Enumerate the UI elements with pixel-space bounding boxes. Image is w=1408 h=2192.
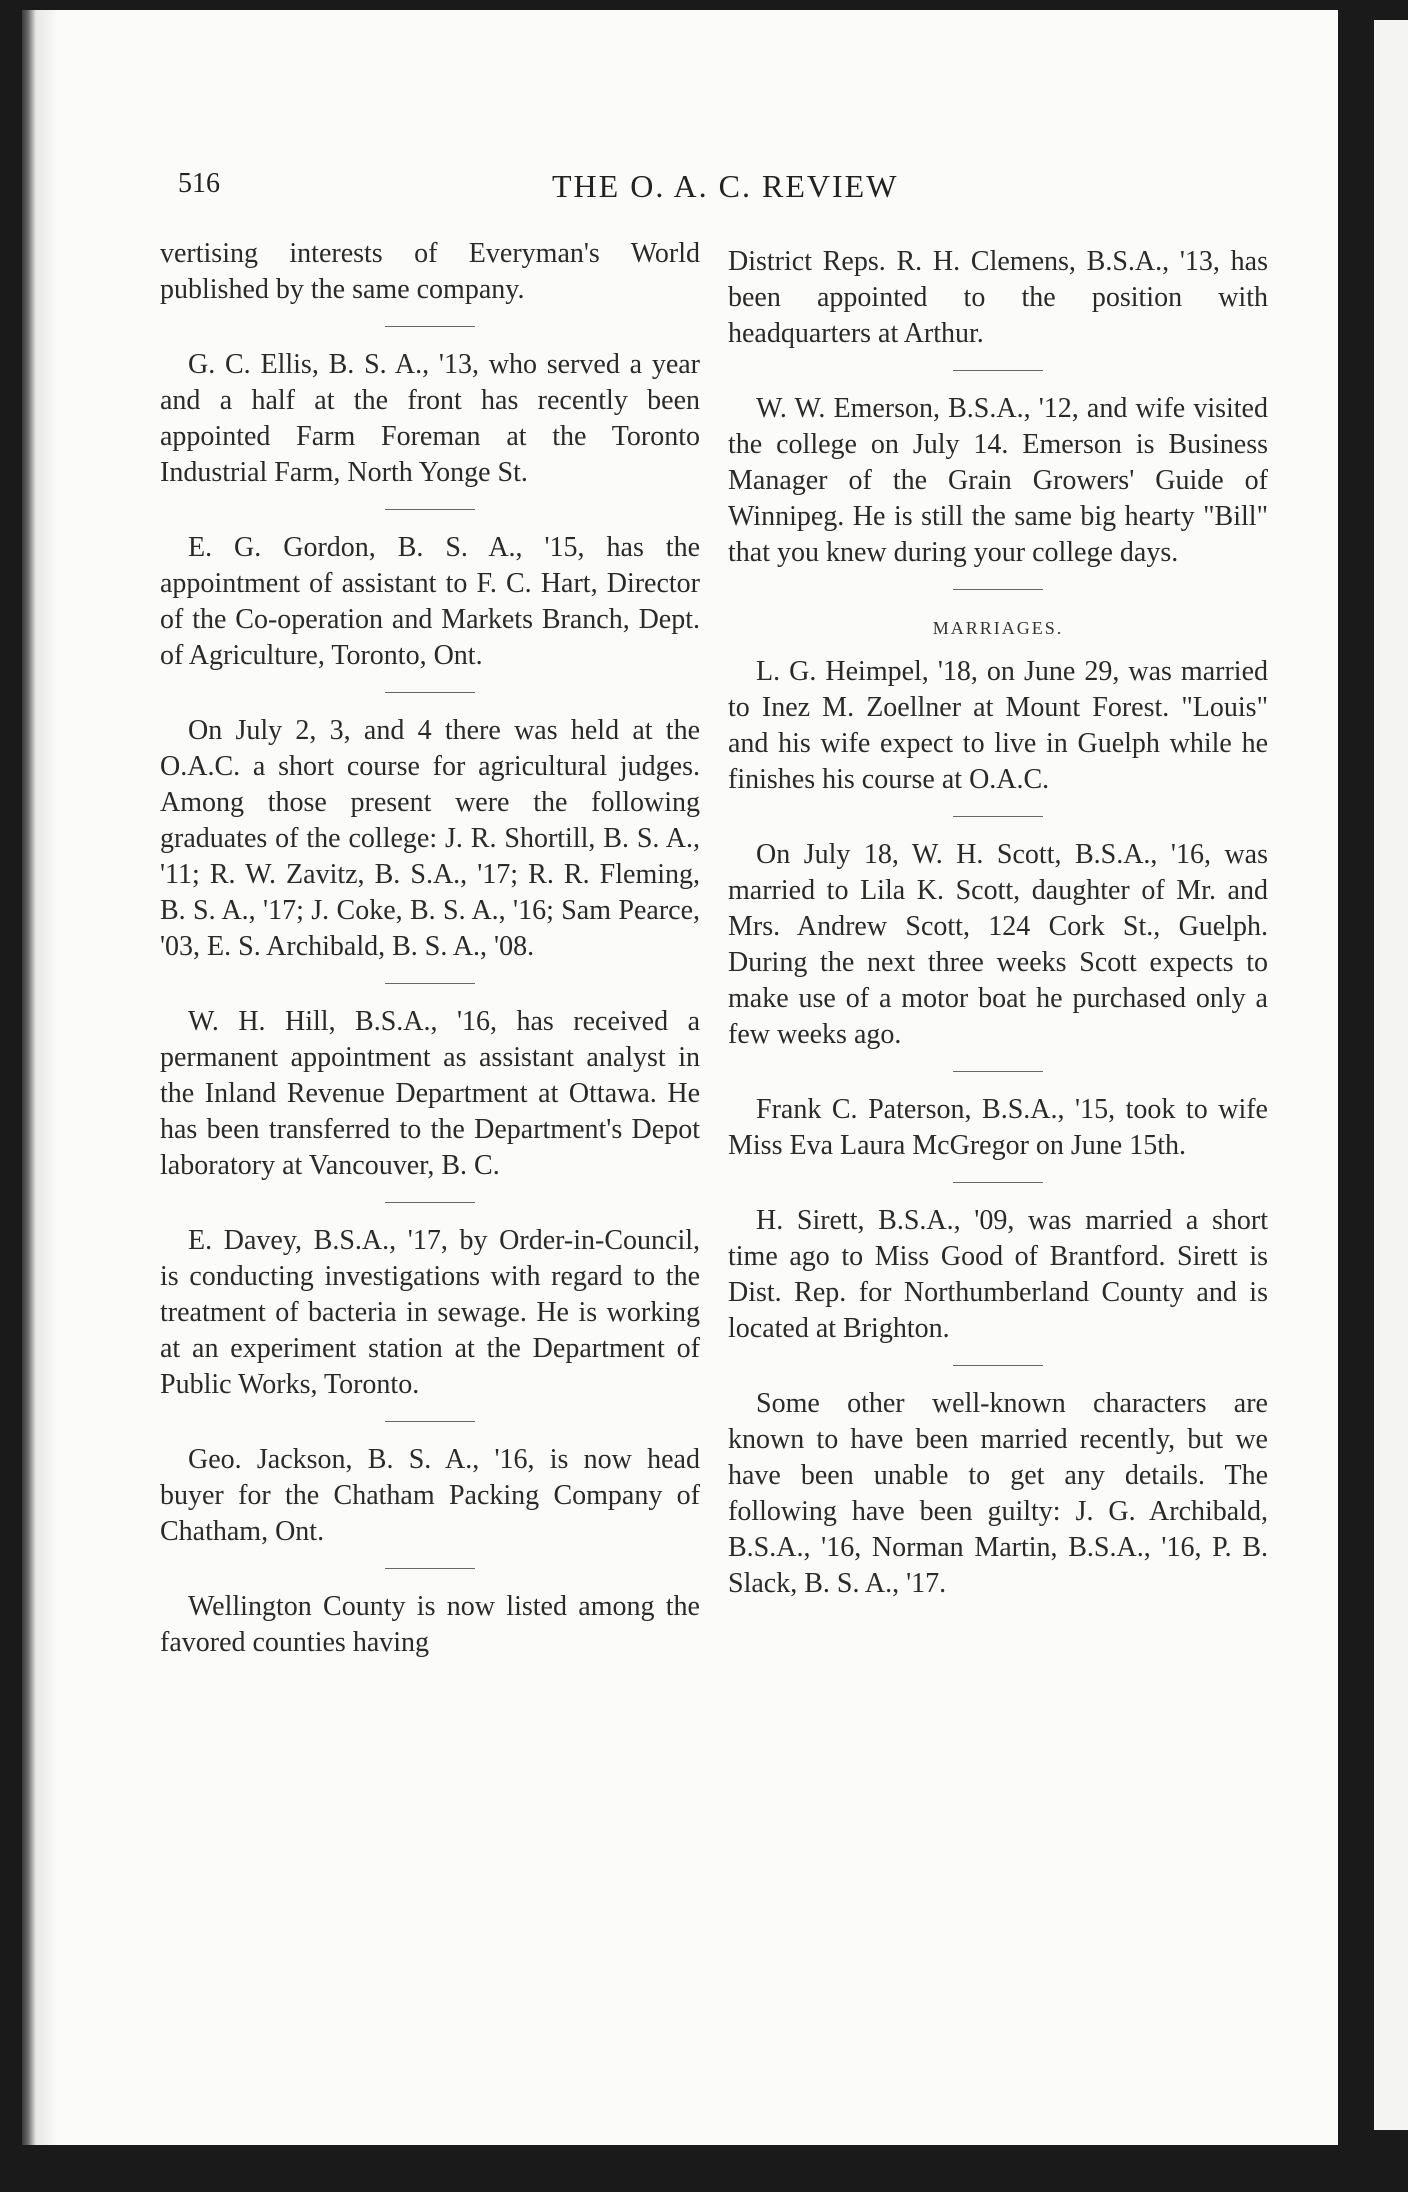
paragraph: On July 2, 3, and 4 there was held at the O.A.C. a short course for agricultural judges. Among those present were the following graduates of the college: J. R. Shortill, B. S. A., '11; R. W. Zavitz, B. S.A., '17; R. R. Fleming, B. S. A., '17; J. Coke, B. S. A., '16; Sam Pearce, '03, E. S. Archibald, B. S. A., '08. bbox=[160, 715, 700, 962]
book-spine-shadow bbox=[22, 10, 56, 2145]
next-page-edge bbox=[1374, 20, 1408, 2130]
paragraph: Geo. Jackson, B. S. A., '16, is now head buyer for the Chatham Packing Company of Chatham, Ont. bbox=[160, 1444, 700, 1547]
paragraph: E. Davey, B.S.A., '17, by Order-in-Council, is conducting investigations with regard to the treatment of bacteria in sewage. He is working at an experiment station at the Department of Public Works, Toronto. bbox=[160, 1225, 700, 1400]
separator-rule bbox=[385, 509, 475, 510]
separator-rule bbox=[385, 983, 475, 984]
paragraph: L. G. Heimpel, '18, on June 29, was married to Inez M. Zoellner at Mount Forest. "Louis" and his wife expect to live in Guelph while he finishes his course at O.A.C. bbox=[728, 656, 1268, 795]
separator-rule bbox=[385, 692, 475, 693]
separator-rule bbox=[953, 370, 1043, 371]
separator-rule bbox=[385, 1568, 475, 1569]
paragraph: Frank C. Paterson, B.S.A., '15, took to wife Miss Eva Laura McGregor on June 15th. bbox=[728, 1094, 1268, 1161]
left-column bbox=[160, 236, 700, 1661]
separator-rule bbox=[953, 589, 1043, 590]
paragraph: Some other well-known characters are known to have been married recently, but we have been unable to get any details. The following have been guilty: J. G. Archibald, B.S.A., '16, Norman Martin, B.S.A., '16, P. B. Slack, B. S. A., '17. bbox=[728, 1388, 1268, 1599]
separator-rule bbox=[385, 1202, 475, 1203]
paragraph: On July 18, W. H. Scott, B.S.A., '16, was married to Lila K. Scott, daughter of Mr. and Mrs. Andrew Scott, 124 Cork St., Guelph. During the next three weeks Scott expects to make use of a motor boat he purchased only a few weeks ago. bbox=[728, 839, 1268, 1050]
separator-rule bbox=[953, 816, 1043, 817]
separator-rule bbox=[953, 1071, 1043, 1072]
separator-rule bbox=[385, 326, 475, 327]
paragraph: District Reps. R. H. Clemens, B.S.A., '13, has been appointed to the position with headquarters at Arthur. bbox=[728, 246, 1268, 349]
paragraph: Wellington County is now listed among the favored counties having bbox=[160, 1591, 700, 1658]
paragraph: H. Sirett, B.S.A., '09, was married a short time ago to Miss Good of Brantford. Sirett is Dist. Rep. for Northumberland County and is located at Brighton. bbox=[728, 1205, 1268, 1344]
paragraph: E. G. Gordon, B. S. A., '15, has the appointment of assistant to F. C. Hart, Director of the Co-operation and Markets Branch, Dept. of Agriculture, Toronto, Ont. bbox=[160, 532, 700, 671]
section-heading: MARRIAGES. bbox=[932, 618, 1064, 638]
paragraph: G. C. Ellis, B. S. A., '13, who served a year and a half at the front has recently been appointed Farm Foreman at the Toronto Industrial Farm, North Yonge St. bbox=[160, 349, 700, 488]
page-number: 516 bbox=[178, 168, 220, 199]
running-title: THE O. A. C. REVIEW bbox=[552, 168, 899, 204]
separator-rule bbox=[953, 1365, 1043, 1366]
separator-rule bbox=[385, 1421, 475, 1422]
page-header bbox=[0, 168, 1408, 208]
paragraph: W. W. Emerson, B.S.A., '12, and wife visited the college on July 14. Emerson is Business Manager of the Grain Growers' Guide of Winnipeg. He is still the same big hearty "Bill" that you knew during your college days. bbox=[728, 393, 1268, 568]
paragraph: vertising interests of Everyman's World published by the same company. bbox=[160, 238, 700, 305]
paragraph: W. H. Hill, B.S.A., '16, has received a permanent appointment as assistant analyst in the Inland Revenue Department at Ottawa. He has been transferred to the Department's Depot laboratory at Vancouver, B. C. bbox=[160, 1006, 700, 1181]
separator-rule bbox=[953, 1182, 1043, 1183]
right-column bbox=[728, 244, 1268, 1602]
